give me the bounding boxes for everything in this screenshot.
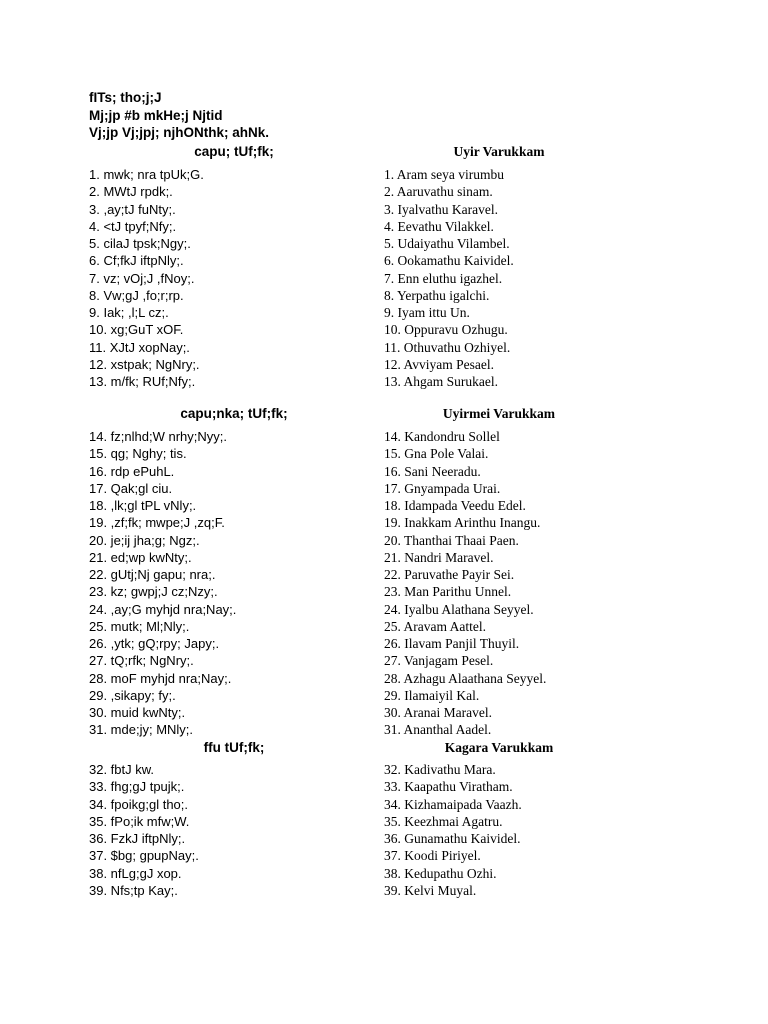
list-item: 8. Yerpathu igalchi.: [384, 287, 490, 303]
list-item: 8. Vw;gJ ,fo;r;rp.: [89, 287, 184, 303]
list-item: 30. muid kwNty;.: [89, 705, 186, 720]
list-item: 4. Eevathu Vilakkel.: [384, 218, 494, 234]
list-item: 9. Iak; ,l;L cz;.: [89, 305, 169, 320]
list-item: 26. Ilavam Panjil Thuyil.: [384, 636, 520, 651]
item-list: [384, 428, 714, 739]
item-list: [89, 166, 379, 390]
list-item: 12. Avviyam Pesael.: [384, 356, 494, 372]
list-item: 22. Paruvathe Payir Sei.: [384, 567, 515, 582]
list-item: 6. Cf;fkJ iftpNly;.: [89, 253, 184, 269]
section-uyirmei-right: [384, 405, 714, 739]
list-item: 24. ,ay;G myhjd nra;Nay;.: [89, 601, 237, 617]
list-item: 21. Nandri Maravel.: [384, 549, 494, 565]
section-heading: Kagara Varukkam: [444, 740, 554, 755]
list-item: 23. Man Parithu Unnel.: [384, 584, 512, 600]
list-item: 22. gUtj;Nj gapu; nra;.: [89, 567, 216, 582]
list-item: 18. Idampada Veedu Edel.: [384, 498, 526, 513]
list-item: 4. <tJ tpyf;Nfy;.: [89, 218, 177, 234]
list-item: 2. MWtJ rpdk;.: [89, 184, 173, 200]
list-item: 15. qg; Nghy; tis.: [89, 446, 187, 462]
list-item: 21. ed;wp kwNty;.: [89, 549, 192, 565]
list-item: 25. mutk; Ml;Nly;.: [89, 618, 190, 634]
list-item: 2. Aaruvathu sinam.: [384, 184, 493, 200]
list-item: 28. Azhagu Alaathana Seyyel.: [384, 670, 547, 686]
list-item: 11. XJtJ xopNay;.: [89, 339, 190, 355]
list-item: 38. Kedupathu Ozhi.: [384, 865, 497, 881]
list-item: 7. vz; vOj;J ,fNoy;.: [89, 270, 195, 286]
header-line-1: fITs; tho;j;J: [89, 90, 162, 105]
header-line-2: Mj;jp #b mkHe;j Njtid: [89, 107, 223, 123]
list-item: 15. Gna Pole Valai.: [384, 446, 489, 462]
header-line-3: Vj;jp Vj;jpj; njhONthk; ahNk.: [89, 125, 269, 140]
list-item: 24. Iyalbu Alathana Seyyel.: [384, 601, 534, 617]
list-item: 23. kz; gwpj;J cz;Nzy;.: [89, 584, 218, 600]
list-item: 25. Aravam Aattel.: [384, 618, 486, 634]
list-item: 13. m/fk; RUf;Nfy;.: [89, 374, 196, 389]
list-item: 32. Kadivathu Mara.: [384, 762, 496, 777]
list-item: 1. Aram seya virumbu: [384, 167, 504, 182]
list-item: 39. Kelvi Muyal.: [384, 882, 477, 898]
section-heading: ffu tUf;fk;: [203, 740, 265, 755]
list-item: 17. Gnyampada Urai.: [384, 480, 501, 496]
list-item: 18. ,lk;gl tPL vNly;.: [89, 498, 197, 513]
section-uyir-left: [89, 143, 379, 390]
item-list: [384, 761, 714, 899]
section-heading: Uyir Varukkam: [453, 144, 545, 159]
document-header: [89, 89, 409, 142]
list-item: 31. mde;jy; MNly;.: [89, 722, 194, 738]
list-item: 10. Oppuravu Ozhugu.: [384, 322, 508, 338]
list-item: 3. Iyalvathu Karavel.: [384, 201, 498, 217]
list-item: 14. Kandondru Sollel: [384, 429, 500, 444]
list-item: 20. je;ij jha;g; Ngz;.: [89, 532, 200, 548]
item-list: [89, 428, 379, 739]
list-item: 33. Kaapathu Viratham.: [384, 779, 513, 795]
list-item: 9. Iyam ittu Un.: [384, 305, 470, 320]
item-list: [384, 166, 714, 390]
list-item: 36. FzkJ iftpNly;.: [89, 831, 186, 846]
section-heading: Uyirmei Varukkam: [442, 406, 556, 421]
item-list: [89, 761, 379, 899]
list-item: 16. Sani Neeradu.: [384, 463, 481, 479]
list-item: 10. xg;GuT xOF.: [89, 322, 184, 338]
section-kagara-left: [89, 739, 379, 899]
list-item: 27. Vanjagam Pesel.: [384, 653, 494, 669]
list-item: 20. Thanthai Thaai Paen.: [384, 532, 519, 548]
list-item: 12. xstpak; NgNry;.: [89, 356, 200, 372]
section-heading: capu;nka; tUf;fk;: [180, 406, 288, 421]
section-kagara-right: [384, 739, 714, 899]
list-item: 17. Qak;gl ciu.: [89, 480, 173, 496]
list-item: 36. Gunamathu Kaividel.: [384, 831, 521, 846]
list-item: 29. ,sikapy; fy;.: [89, 687, 176, 703]
list-item: 7. Enn eluthu igazhel.: [384, 270, 503, 286]
list-item: 32. fbtJ kw.: [89, 762, 155, 777]
list-item: 35. fPo;ik mfw;W.: [89, 813, 190, 829]
list-item: 3. ,ay;tJ fuNty;.: [89, 201, 176, 217]
list-item: 38. nfLg;gJ xop.: [89, 865, 182, 881]
list-item: 16. rdp ePuhL.: [89, 463, 175, 479]
list-item: 5. Udaiyathu Vilambel.: [384, 236, 510, 251]
list-item: 19. ,zf;fk; mwpe;J ,zq;F.: [89, 515, 225, 531]
list-item: 27. tQ;rfk; NgNry;.: [89, 653, 194, 669]
list-item: 28. moF myhjd nra;Nay;.: [89, 670, 232, 686]
list-item: 19. Inakkam Arinthu Inangu.: [384, 515, 541, 531]
list-item: 1. mwk; nra tpUk;G.: [89, 167, 204, 182]
list-item: 5. cilaJ tpsk;Ngy;.: [89, 236, 191, 251]
list-item: 6. Ookamathu Kaividel.: [384, 253, 514, 269]
list-item: 35. Keezhmai Agatru.: [384, 813, 503, 829]
list-item: 11. Othuvathu Ozhiyel.: [384, 339, 511, 355]
list-item: 39. Nfs;tp Kay;.: [89, 882, 178, 898]
section-uyirmei-left: [89, 405, 379, 739]
list-item: 33. fhg;gJ tpujk;.: [89, 779, 185, 795]
list-item: 30. Aranai Maravel.: [384, 705, 492, 720]
list-item: 37. $bg; gpupNay;.: [89, 848, 199, 864]
list-item: 26. ,ytk; gQ;rpy; Japy;.: [89, 636, 220, 651]
section-heading: capu; tUf;fk;: [194, 144, 274, 159]
list-item: 34. fpoikg;gl tho;.: [89, 796, 189, 812]
list-item: 29. Ilamaiyil Kal.: [384, 687, 480, 703]
list-item: 13. Ahgam Surukael.: [384, 374, 498, 389]
section-uyir-right: [384, 143, 714, 390]
list-item: 34. Kizhamaipada Vaazh.: [384, 796, 522, 812]
list-item: 31. Ananthal Aadel.: [384, 722, 492, 738]
list-item: 37. Koodi Piriyel.: [384, 848, 481, 864]
list-item: 14. fz;nlhd;W nrhy;Nyy;.: [89, 429, 227, 444]
